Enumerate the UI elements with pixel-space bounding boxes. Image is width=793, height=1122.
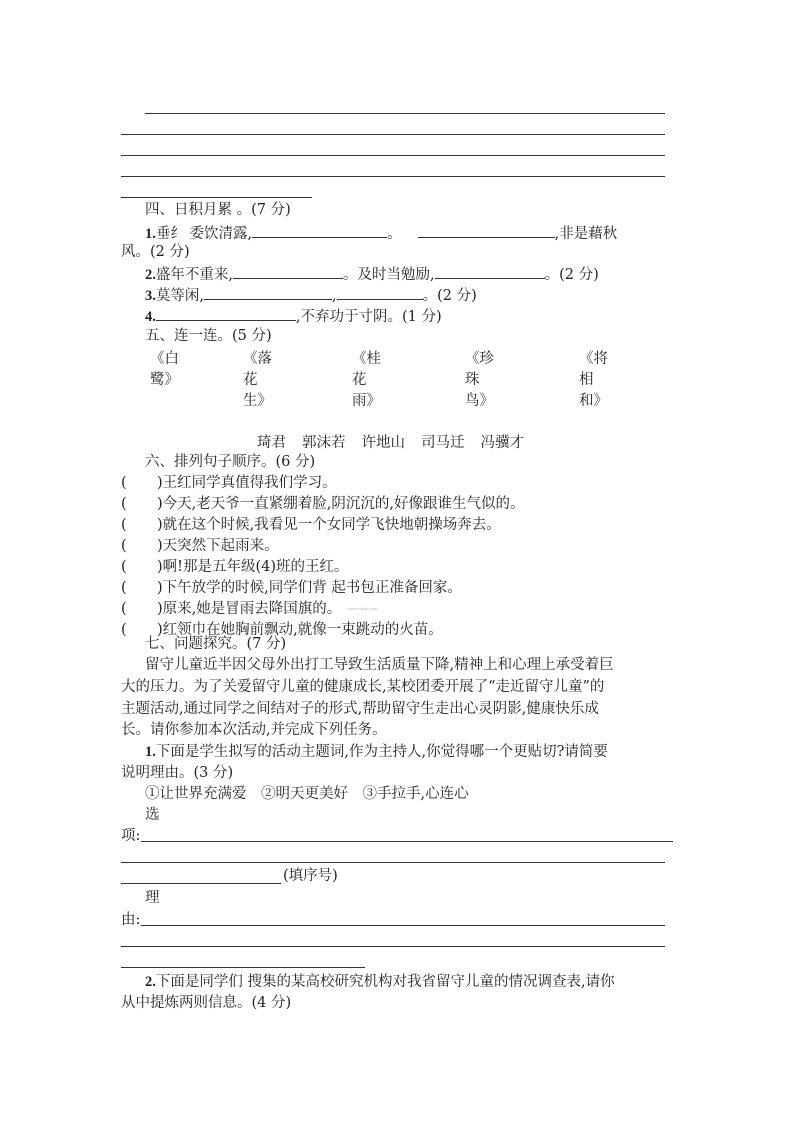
question-text: 下面是同学们 搜集的某高校研究机构对我省留守儿童的情况调查表,请你 (155, 974, 615, 990)
fill-hint: (填序号) (283, 868, 338, 884)
order-input[interactable]: ( (121, 622, 127, 638)
choice-label-top: 选 (145, 807, 160, 823)
sentence-item (121, 578, 462, 598)
section-6-title: 六、排列句子顺序。(6 分) (145, 454, 316, 470)
question-text: 垂纟 委饮清露, (155, 226, 253, 242)
question-number: 1. (145, 226, 156, 242)
order-input[interactable]: ( (121, 496, 127, 512)
sentence-item (121, 494, 525, 514)
author-item[interactable]: 许地山 (361, 435, 405, 451)
sentence-text: 红领巾在她胸前飘动,就像一束跳动的火苗。 (162, 622, 443, 638)
paren-close: ) (157, 559, 163, 575)
question-number: 3. (145, 288, 156, 304)
sentence-item (121, 473, 337, 493)
question-7-2 (145, 972, 615, 992)
choice-answer-line[interactable] (141, 841, 673, 842)
question-4-2 (145, 263, 599, 285)
question-text: 。及时当勉励, (342, 267, 435, 283)
reason-answer-line[interactable] (141, 925, 665, 926)
question-text: 。 (387, 226, 402, 242)
sentence-text: 今天,老天爷一直紧绷着脸,阴沉沉的,好像跟谁生气似的。 (162, 496, 525, 512)
question-text: ,不弃功于寸阴。(1 分) (295, 309, 442, 325)
fill-blank[interactable] (418, 222, 555, 238)
question-text: 盛年不重来, (155, 267, 233, 283)
section-7-title: 七、问题探究。(7 分) (145, 636, 287, 652)
book-item[interactable]: 《桂花雨》 (352, 351, 381, 409)
question-text: 莫等闲, (155, 288, 204, 304)
sentence-text: 就在这个时候,我看见一个女同学飞快地朝操场奔去。 (162, 517, 501, 533)
passage-line: 大的压力。为了关爱留守儿童的健康成长,某校团委开展了“走近留守儿童”的 (121, 679, 605, 695)
paren-close: ) (157, 580, 163, 596)
fill-blank[interactable] (337, 284, 423, 300)
book-item[interactable]: 《将相和》 (579, 351, 608, 409)
sentence-text: 原来,她是冒雨去降国旗的。 (162, 601, 342, 617)
fill-blank[interactable] (252, 222, 387, 238)
book-item[interactable]: 《珍珠鸟》 (465, 351, 494, 409)
sentence-item (121, 599, 377, 619)
answer-line[interactable] (121, 155, 665, 156)
passage-line: 长。请你参加本次活动,并完成下列任务。 (121, 722, 387, 738)
question-text: 下面是学生拟写的活动主题词,作为主持人,你觉得哪一个更贴切?请简要 (155, 744, 608, 760)
order-input[interactable]: ( (121, 475, 127, 491)
question-4-3 (145, 284, 477, 306)
choice-number-line[interactable] (121, 883, 281, 884)
author-item[interactable]: 郭沫若 (302, 435, 346, 451)
passage-line: 留守儿童近半因父母外出打工导致生活质量下降,精神上和心理上承受着巨 (145, 657, 614, 673)
reason-answer-line[interactable] (121, 946, 665, 947)
author-item[interactable]: 琦君 (257, 435, 286, 451)
sentence-item (121, 536, 279, 556)
passage-line: 主题活动,通过同学之间结对子的形式,帮助留守生走出心灵阴影,健康快乐成 (121, 701, 599, 717)
question-4-1 (145, 222, 617, 244)
question-7-1 (145, 742, 608, 762)
question-4-4 (145, 305, 442, 327)
paren-close: ) (157, 622, 163, 638)
question-4-1-cont: 风。(2 分) (121, 244, 190, 260)
question-number: 2. (145, 974, 156, 990)
question-number: 4. (145, 309, 156, 325)
book-item[interactable]: 《落花生》 (243, 351, 272, 409)
paren-close: ) (157, 538, 163, 554)
paren-close: ) (157, 601, 163, 617)
question-text: 。(2 分) (422, 288, 477, 304)
sentence-item (121, 557, 349, 577)
author-list (257, 431, 540, 452)
order-input[interactable]: ( (121, 517, 127, 533)
author-item[interactable]: 司马迁 (421, 435, 465, 451)
paren-close: ) (157, 496, 163, 512)
sentence-text: 天突然下起雨来。 (162, 538, 279, 554)
theme-options: ①让世界充满爱 ②明天更美好 ③手拉手,心连心 (145, 786, 469, 802)
sentence-text: 下午放学的时候,同学们背 起书包正准备回家。 (162, 580, 462, 596)
fill-blank[interactable] (204, 284, 332, 300)
answer-line[interactable] (121, 176, 665, 177)
question-number: 2. (145, 267, 156, 283)
question-text: 。(2 分) (544, 267, 599, 283)
sentence-item (121, 515, 501, 535)
section-5-title: 五、连一连。(5 分) (145, 328, 272, 344)
fill-blank[interactable] (156, 305, 296, 321)
order-input[interactable]: ( (121, 559, 127, 575)
question-7-1-cont: 说明理由。(3 分) (121, 765, 234, 781)
sentence-text: 王红同学真值得我们学习。 (162, 475, 337, 491)
fill-blank[interactable] (435, 263, 545, 279)
question-7-2-cont: 从中提炼两则信息。(4 分) (121, 995, 292, 1011)
reason-answer-line[interactable] (121, 967, 365, 968)
question-number: 1. (145, 744, 156, 760)
fill-blank[interactable] (233, 263, 343, 279)
book-item[interactable]: 《白鹭》 (150, 351, 179, 388)
author-item[interactable]: 冯骥才 (480, 435, 524, 451)
choice-answer-line[interactable] (121, 862, 665, 863)
question-text: ,非是藉秋 (554, 226, 618, 242)
reason-label: 由: (121, 912, 141, 928)
reason-label-top: 理 (145, 890, 160, 906)
paren-close: ) (157, 517, 163, 533)
choice-label: 项: (121, 828, 141, 844)
watermark: www.zxxk.com (347, 606, 378, 611)
paren-close: ) (157, 475, 163, 491)
answer-line[interactable] (121, 197, 312, 198)
order-input[interactable]: ( (121, 601, 127, 617)
question-text: , (331, 288, 337, 304)
section-4-title: 四、日积月累 。(7 分) (145, 202, 291, 218)
order-input[interactable]: ( (121, 538, 127, 554)
answer-line[interactable] (145, 113, 665, 114)
sentence-text: 啊!那是五年级(4)班的王红。 (162, 559, 349, 575)
order-input[interactable]: ( (121, 580, 127, 596)
answer-line[interactable] (121, 134, 665, 135)
